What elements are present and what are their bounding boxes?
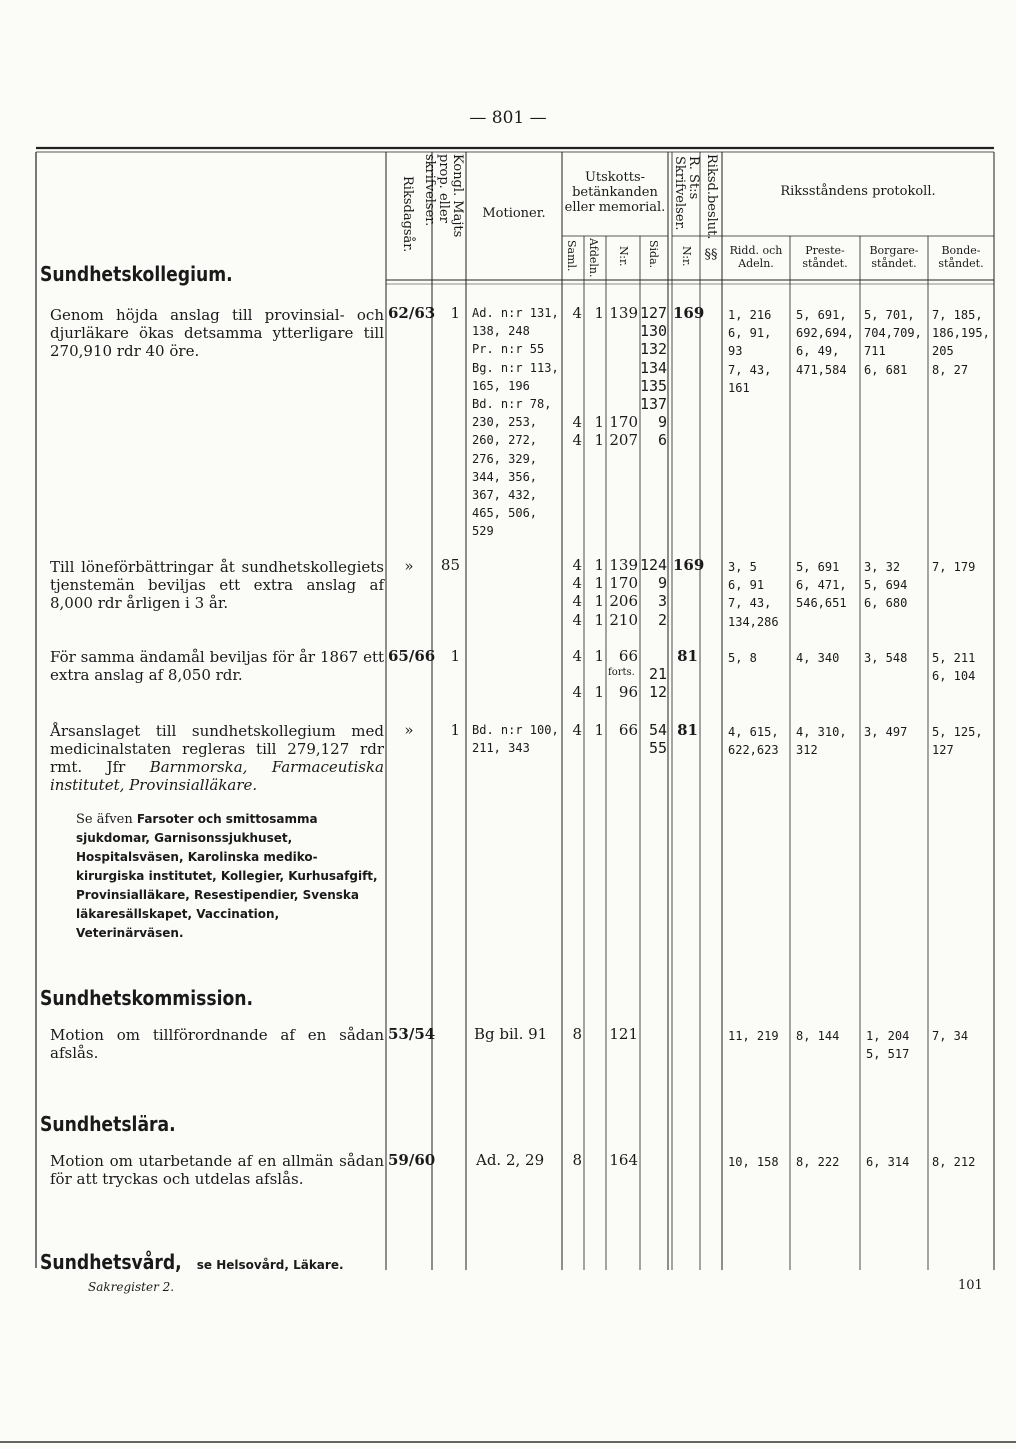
header-sida: Sida. — [647, 240, 660, 269]
entry-motioner: Ad. 2, 29 — [476, 1151, 545, 1169]
entry-saml: 4 4 — [572, 647, 582, 702]
entry-sida: 127 130 132 134 135 137 9 6 — [640, 304, 668, 450]
entry-skr: 169 — [673, 304, 705, 322]
entry-text: Motion om utarbetande af en allmän sådan för att tryckas och utdelas afslås. — [50, 1152, 384, 1188]
entry-year: » — [404, 557, 414, 575]
entry-motioner: Bg bil. 91 — [474, 1025, 548, 1043]
page-number: — 801 — — [469, 108, 547, 128]
entry-bonde: 5, 211 6, 104 — [932, 651, 976, 684]
footer-left: Sakregister 2. — [88, 1280, 175, 1294]
entry-bonde: 7, 179 — [932, 560, 976, 574]
entry-kongl: 1 — [450, 304, 460, 322]
entry-ridd: 1, 216 6, 91, 93 7, 43, 161 — [728, 308, 772, 395]
header-riksdagsar: Riksdagsår. — [400, 176, 415, 253]
header-nr2: N:r. — [680, 246, 693, 267]
entry-text: För samma ändamål beviljas för år 1867 ett extra anslag af 8,050 rdr. — [50, 648, 384, 684]
entry-forts: forts. — [608, 667, 635, 678]
see-also-prefix: Se äfven — [76, 812, 137, 827]
entry-bonde: 7, 34 — [932, 1029, 969, 1043]
entry-ridd: 4, 615, 622,623 — [728, 725, 779, 758]
entry-kongl: 1 — [450, 721, 460, 739]
heading-sundhetskollegium: Sundhetskollegium. — [40, 262, 233, 286]
entry-text — [50, 722, 384, 794]
header-saml: Saml. — [565, 240, 578, 272]
entry-year: 62/63 — [388, 304, 436, 322]
entry-borgare: 1, 204 5, 517 — [866, 1029, 910, 1062]
entry-motioner: Bd. n:r 100, 211, 343 — [472, 723, 559, 756]
entry-year: 59/60 — [388, 1151, 436, 1169]
see-also — [76, 810, 386, 943]
header-utskotts: Utskotts-betänkanden eller memorial. — [564, 170, 666, 215]
entry-sida: 54 55 — [648, 721, 667, 758]
entry-bonde: 5, 125, 127 — [932, 725, 983, 758]
header-protokoll: Riksståndens protokoll. — [780, 184, 936, 199]
entry-kongl: 85 — [440, 556, 460, 574]
entry-motioner: Ad. n:r 131, 138, 248 Pr. n:r 55 Bg. n:r 113, 165, 196 Bd. n:r 78, 230, 253, 260, 272, 276, 329, 344, 356, 367, 432, 465, 506, 529 — [472, 306, 559, 539]
entry-borgare: 3, 548 — [864, 651, 908, 665]
entry-ridd: 3, 5 6, 91 7, 43, 134,286 — [728, 560, 779, 629]
header-par: §§ — [704, 247, 718, 262]
entry-preste: 5, 691, 692,694, 6, 49, 471,584 — [796, 308, 854, 377]
entry-saml: 8 — [572, 1151, 582, 1169]
heading-sundhetslara: Sundhetslära. — [40, 1112, 176, 1136]
see-reference: se Helsovård, Läkare. — [196, 1258, 344, 1272]
entry-saml: 4 4 4 — [572, 304, 582, 450]
entry-year: 53/54 — [388, 1025, 436, 1043]
entry-saml: 4 — [572, 721, 582, 739]
header-preste: Preste-ståndet. — [802, 244, 848, 270]
entry-preste: 5, 691 6, 471, 546,651 — [796, 560, 847, 611]
header-afdeln: Afdeln. — [587, 238, 600, 278]
entry-skr: 81 — [677, 647, 698, 665]
entry-afdeln: 1 — [594, 721, 604, 739]
header-motioner: Motioner. — [482, 206, 546, 221]
entry-bonde: 7, 185, 186,195, 205 8, 27 — [932, 308, 990, 377]
entry-ridd: 11, 219 — [728, 1029, 779, 1043]
entry-text-crossref: Barnmorska, Farmaceutiska institutet, Provinsialläkare. — [50, 758, 384, 794]
entry-nr: 139 170 206 210 — [609, 556, 638, 629]
entry-bonde: 8, 212 — [932, 1155, 976, 1169]
entry-borgare: 3, 497 — [864, 725, 908, 739]
entry-nr: 139 170 207 — [609, 304, 638, 450]
entry-nr: 66 — [618, 721, 638, 739]
heading-sundhetsvard: Sundhetsvård, — [40, 1250, 182, 1274]
header-riksdbeslut: Riksd.beslut. — [704, 154, 719, 240]
entry-sida: 21 12 — [648, 665, 667, 702]
header-borgare: Borgare-ståndet. — [869, 244, 919, 270]
entry-preste: 4, 340 — [796, 651, 840, 665]
entry-afdeln: 1 1 1 1 — [594, 556, 604, 629]
entry-saml: 8 — [572, 1025, 582, 1043]
header-nr1: N:r. — [617, 246, 630, 267]
entry-year: » — [404, 721, 414, 739]
entry-afdeln: 1 1 — [594, 647, 604, 702]
entry-preste: 8, 222 — [796, 1155, 840, 1169]
entry-afdeln: 1 1 1 — [594, 304, 604, 450]
entry-borgare: 6, 314 — [866, 1155, 910, 1169]
entry-sida: 124 9 3 2 — [640, 556, 668, 629]
header-rstskr: R. St:s Skrifvelser. — [672, 156, 701, 231]
entry-nr: 121 — [609, 1025, 638, 1043]
entry-borgare: 5, 701, 704,709, 711 6, 681 — [864, 308, 922, 377]
entry-ridd: 10, 158 — [728, 1155, 779, 1169]
entry-borgare: 3, 32 5, 694 6, 680 — [864, 560, 908, 611]
heading-sundhetsvard-line — [40, 1250, 344, 1274]
entry-text: Genom höjda anslag till provinsial- och djurläkare ökas detsamma ytterligare till 270,910 rdr 40 öre. — [50, 306, 384, 360]
entry-text: Till löneförbättringar åt sundhetskollegiets tjenstemän beviljas ett extra anslag af 8,000 rdr årligen i 3 år. — [50, 558, 384, 612]
entry-skr: 169 — [673, 556, 705, 574]
entry-nr: 66 96 — [618, 647, 638, 702]
entry-text-main: Årsanslaget till sundhetskollegium med medicinalstaten regleras till 279,127 rdr rmt. Jfr — [50, 722, 384, 776]
heading-sundhetskommission: Sundhetskommission. — [40, 986, 254, 1010]
header-bonde: Bonde-ståndet. — [938, 244, 984, 270]
entry-preste: 4, 310, 312 — [796, 725, 847, 758]
footer-right: 101 — [958, 1278, 983, 1293]
entry-nr: 164 — [609, 1151, 638, 1169]
entry-skr: 81 — [677, 721, 698, 739]
entry-saml: 4 4 4 4 — [572, 556, 582, 629]
entry-kongl: 1 — [450, 647, 460, 665]
entry-text: Motion om tillförordnande af en sådan afslås. — [50, 1026, 384, 1062]
entry-year: 65/66 — [388, 647, 436, 665]
entry-ridd: 5, 8 — [728, 651, 757, 665]
entry-preste: 8, 144 — [796, 1029, 840, 1043]
see-also-list: Farsoter och smittosamma sjukdomar, Garnisonssjukhuset, Hospitalsväsen, Karolinska mediko-kirurgiska institutet, Kollegier, Kurhusafgift, Provinsialläkare, Resestipendier, Svenska läkaresällskapet, Vaccination, Veterinärväsen. — [76, 812, 378, 940]
header-ridd: Ridd. och Adeln. — [729, 244, 783, 270]
header-kongl: Kongl. Majts prop. eller skrifvelser. — [422, 154, 465, 238]
